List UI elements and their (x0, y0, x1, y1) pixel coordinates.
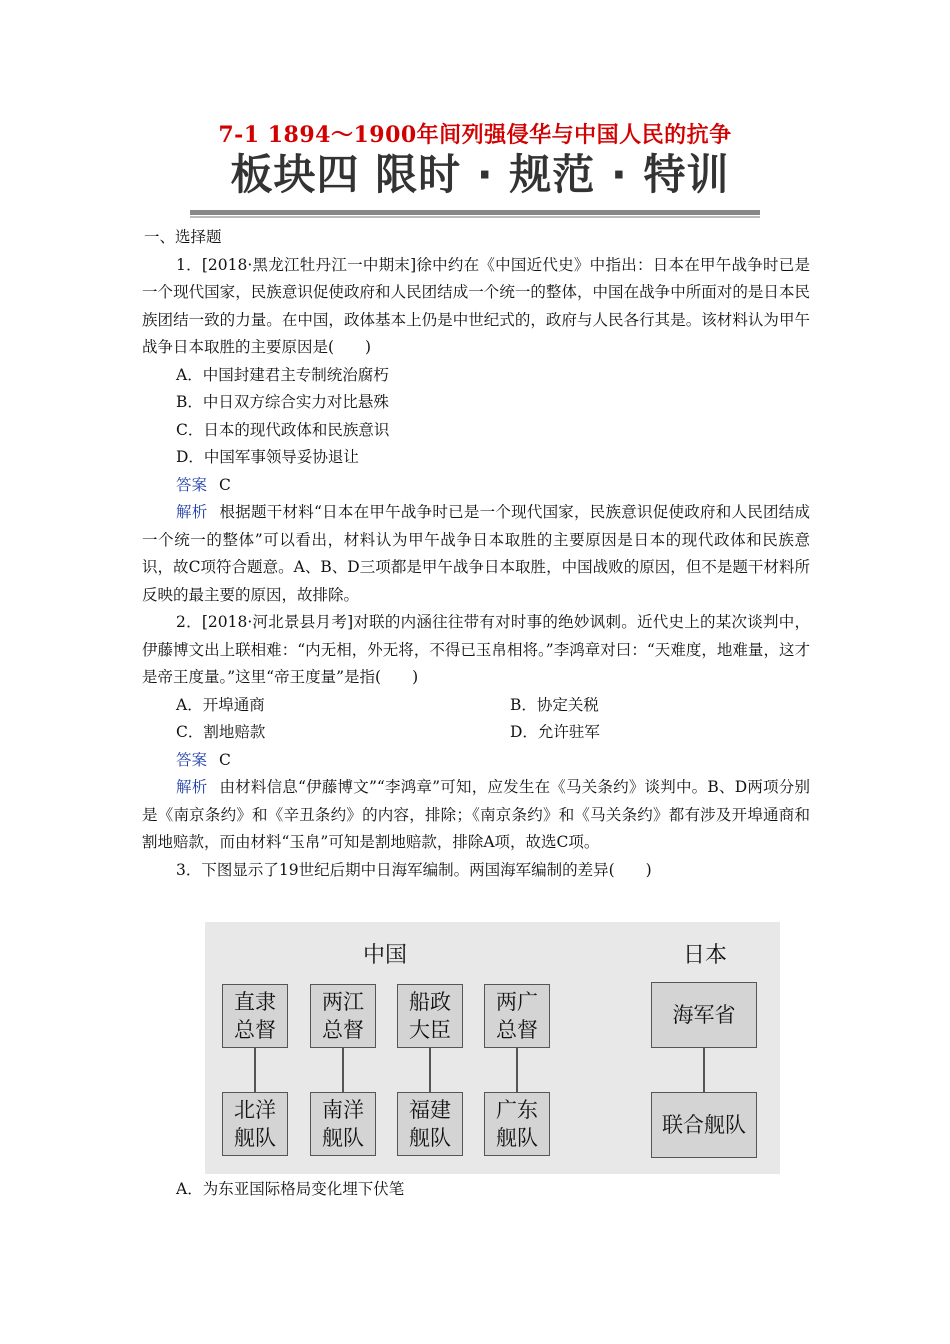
answer-label: 答案 (176, 750, 208, 769)
answer-value: C (219, 750, 231, 769)
q2-stem: 2．[2018·河北景县月考]对联的内涵往往带有对时事的绝妙讽刺。近代史上的某次谈判中，伊藤博文出上联相难：“内无相，外无将，不得已玉帛相将。”李鸿章对曰：“天难度，地难量，这才是帝王度量。”这里“帝王度量”是指( ) (142, 613, 810, 686)
section-banner: 板块四 限时 · 规范 · 特训 (230, 150, 730, 199)
china-bottom-box-4: 广东 舰队 (484, 1092, 550, 1156)
q3-stem: 3．下图显示了19世纪后期中日海军编制。两国海军编制的差异( ) (176, 860, 652, 879)
analysis-label: 解析 (176, 778, 208, 796)
connector-line (703, 1048, 705, 1092)
china-top-box-3: 船政 大臣 (397, 984, 463, 1048)
china-label: 中国 (363, 943, 408, 968)
banner-divider-thin (190, 216, 760, 218)
analysis-text: 根据题干材料“日本在甲午战争时已是一个现代国家，民族意识促使政府和人民团结成一个统一的整体”可以看出，材料认为甲午战争日本取胜的主要原因是日本的现代政体和民族意识，故C项符合题意。A、B、D三项都是甲午战争日本取胜，中国战败的原因，但不是题干材料所反映的最主要的原因，故排除。 (142, 503, 810, 604)
china-bottom-box-1: 北洋 舰队 (222, 1092, 288, 1156)
q1-answer (142, 472, 810, 500)
section-heading: 一、选择题 (144, 228, 222, 246)
q3-options (142, 1176, 810, 1204)
q1-option-a: A．中国封建君主专制统治腐朽 (176, 365, 389, 384)
q2-option-d: D．允许驻军 (510, 723, 600, 741)
q1-option-d: D．中国军事领导妥协退让 (176, 448, 359, 466)
answer-label: 答案 (176, 475, 208, 494)
q2-option-b: B．协定关税 (510, 695, 599, 714)
china-bottom-box-2: 南洋 舰队 (310, 1092, 376, 1156)
q2-analysis (142, 774, 810, 857)
navy-structure-diagram (205, 922, 780, 1174)
q1-option-c: C．日本的现代政体和民族意识 (176, 420, 390, 439)
q2-option-c: C．割地赔款 (176, 723, 266, 741)
china-bottom-box-3: 福建 舰队 (397, 1092, 463, 1156)
japan-bottom-box: 联合舰队 (651, 1092, 757, 1158)
q2-options-row2 (142, 719, 810, 747)
connector-line (429, 1048, 431, 1092)
connector-line (342, 1048, 344, 1092)
china-top-box-1: 直隶 总督 (222, 984, 288, 1048)
content (142, 224, 810, 884)
china-top-box-4: 两广 总督 (484, 984, 550, 1048)
connector-line (516, 1048, 518, 1092)
q1-stem: 1．[2018·黑龙江牡丹江一中期末]徐中约在《中国近代史》中指出：日本在甲午战争时已是一个现代国家，民族意识促使政府和人民团结成一个统一的整体，中国在战争中所面对的是日本民族团结一致的力量。在中国，政体基本上仍是中世纪式的，政府与人民各行其是。该材料认为甲午战争日本取胜的主要原因是( ) (142, 255, 810, 356)
japan-label: 日本 (683, 943, 728, 968)
q2-answer (142, 747, 810, 775)
q1-option-b: B．中日双方综合实力对比悬殊 (176, 393, 389, 411)
q2-options-row1 (142, 692, 810, 720)
banner-divider (190, 210, 760, 215)
answer-value: C (219, 475, 231, 494)
china-top-box-2: 两江 总督 (310, 984, 376, 1048)
q1-analysis (142, 499, 810, 609)
analysis-label: 解析 (176, 503, 208, 521)
q3-option-a: A．为东亚国际格局变化埋下伏笔 (176, 1180, 405, 1198)
q2-option-a: A．开埠通商 (176, 695, 265, 714)
document-title: 7-1 1894～1900年间列强侵华与中国人民的抗争 (218, 122, 732, 148)
japan-top-box: 海军省 (651, 982, 757, 1048)
analysis-text: 由材料信息“伊藤博文”“李鸿章”可知，应发生在《马关条约》谈判中。B、D两项分别是《南京条约》和《辛丑条约》的内容，排除；《南京条约》和《马关条约》都有涉及开埠通商和割地赔款，而由材料“玉帛”可知是割地赔款，排除A项，故选C项。 (142, 778, 810, 851)
connector-line (254, 1048, 256, 1092)
